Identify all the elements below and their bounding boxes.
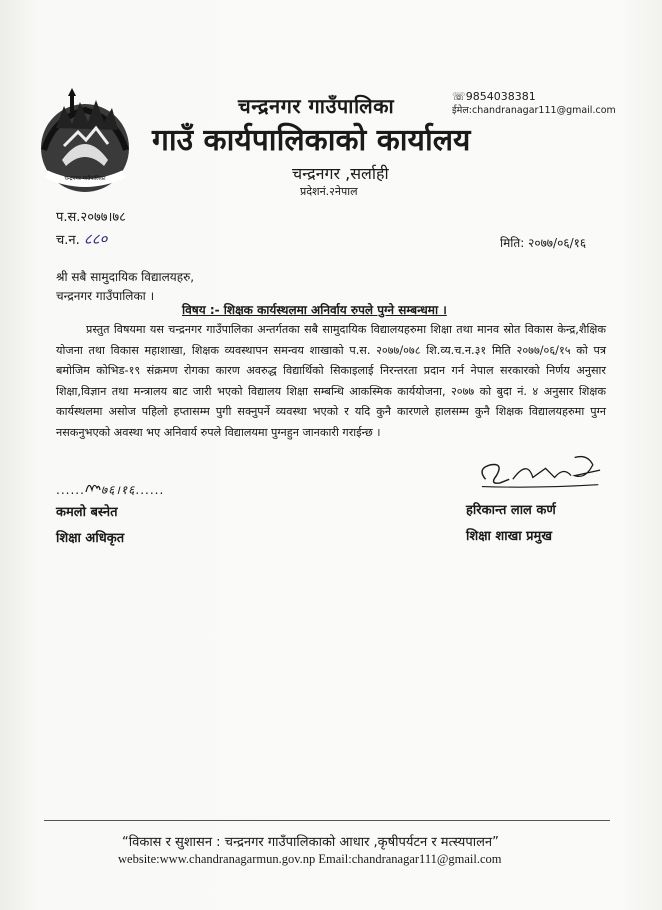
phone-number: ☏9854038381 — [452, 90, 536, 103]
letter-body — [56, 320, 606, 443]
footer-motto: “विकास र सुशासन : चन्द्रनगर गाउँपालिकाको आधार ,कृषीपर्यटन र मत्स्यपालन” — [122, 835, 499, 850]
office-name: गाउँ कार्यपालिकाको कार्यालय — [152, 123, 471, 158]
left-signatory-title: शिक्षा अधिकृत — [56, 531, 125, 546]
org-name: चन्द्रनगर गाउँपालिका — [238, 94, 395, 118]
header-contact — [452, 90, 616, 118]
footer-divider — [44, 820, 610, 821]
cn-label: च.न. — [56, 233, 80, 248]
right-signatory-title: शिक्षा शाखा प्रमुख — [466, 529, 552, 544]
recipient-line-1: श्री सबै सामुदायिक विद्यालयहरु, — [56, 270, 195, 284]
footer-contact: website:www.chandranagarmun.gov.np Email:chandranagar111@gmail.com — [118, 852, 502, 866]
cn-value: ८८० — [83, 230, 108, 248]
emblem-ribbon-text: चन्द्रनगर गाउँपालिका — [64, 176, 106, 182]
recipient-line-2: चन्द्रनगर गाउँपालिका । — [56, 289, 155, 303]
left-signature-icon — [85, 480, 101, 494]
letter-date: मिति: २०७७/०६/१६ — [500, 236, 587, 250]
right-signature-icon — [466, 452, 616, 492]
right-signatory — [466, 452, 616, 544]
left-signatory — [56, 480, 164, 546]
letter-body-text: प्रस्तुत विषयमा यस चन्द्रनगर गाउँपालिका अन्तर्गतका सबै सामुदायिक विद्यालयहरुमा शिक्षा तथा मानव स्रोत विकास केन्द्र,शैक्षिक योजना तथा विकास महाशाखा, शिक्षक व्यवस्थापन समन्वय शाखाको प.स. २०७७/०७८ शि.व्य.च.न.३१ मिति २०७७/०६/१५ को पत्र बमोजिम कोभिड-१९ संक्रमण रोगका कारण अवरुद्ध विद्यार्थिको सिकाइलाई निरन्तरता प्रदान गर्न नेपाल सरकारको निर्णय अनुसार शिक्षा,विज्ञान तथा मन्त्रालय बाट जारी भएको विद्यालय शिक्षा सम्बन्धि आकस्मिक कार्ययोजना, २०७७ को बुदा नं. ४ अनुसार शिक्षक कार्यस्थलमा असोज पहिलो हप्तासम्म पुगी सक्नुपर्ने व्यवस्था भएको र यदि कुनै कारणले हालसम्म कुनै शिक्षक विद्यालयहरुमा पुग्न नसकनुभएको अवस्था भए अनिवार्य रुपले विद्यालयमा पुग्नहुन जानकारी गराईन्छ । — [56, 323, 606, 439]
left-signature-line: ...... ७६।१६...... — [56, 480, 164, 498]
letter-ps-number: प.स.२०७७।७८ — [56, 210, 126, 225]
office-location: चन्द्रनगर ,सर्लाही — [292, 164, 389, 183]
left-signatory-name: कमलो बस्नेत — [56, 505, 118, 520]
letter-cn-number — [56, 229, 107, 249]
left-signature-note: ७६।१६ — [100, 483, 136, 497]
header-email: ईमेल:chandranagar111@gmail.com — [452, 105, 616, 116]
province: प्रदेशनं.२नेपाल — [300, 185, 358, 198]
right-signatory-name: हरिकान्त लाल कर्ण — [466, 503, 556, 518]
nepal-emblem-icon — [34, 88, 136, 196]
letter-subject: विषय :- शिक्षक कार्यस्थलमा अनिर्वाय रुपले पुग्ने सम्बन्धमा । — [182, 303, 447, 317]
